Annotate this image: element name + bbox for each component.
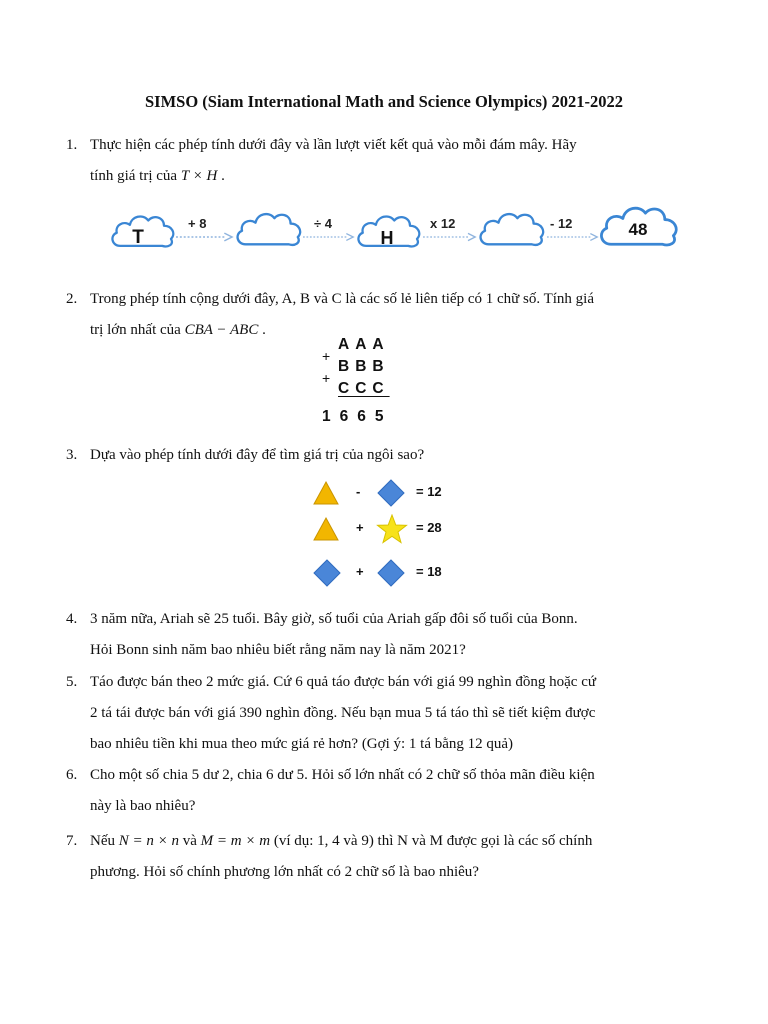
question-number: 3. <box>66 447 78 463</box>
question-text: 3 năm nữa, Ariah sẽ 25 tuổi. Bây giờ, số tuổi của Ariah gấp đôi số tuổi của Bonn. <box>90 611 578 627</box>
question-text: Dựa vào phép tính dưới đây để tìm giá trị của ngôi sao? <box>90 447 425 463</box>
question-text-line2: này là bao nhiêu? <box>90 798 196 814</box>
equation-row-1 <box>312 478 472 510</box>
cloud-label-5: 48 <box>628 220 648 239</box>
arrow-2 <box>303 234 353 241</box>
question-text-line2: trị lớn nhất của CBA − ABC . <box>90 322 266 338</box>
plus-sign: + <box>322 370 331 386</box>
math-expression: T × H <box>180 168 218 184</box>
diamond-icon <box>376 478 406 508</box>
addend-row-3: CCC <box>338 380 390 397</box>
equation-result: = 18 <box>416 564 442 579</box>
triangle-icon <box>312 480 340 506</box>
page-title: SIMSO (Siam International Math and Science Olympics) 2021-2022 <box>144 92 624 111</box>
question-number: 1. <box>66 137 78 153</box>
math-expression: CBA − ABC <box>184 322 259 338</box>
question-1 <box>66 130 692 192</box>
question-text-line2: Hỏi Bonn sinh năm bao nhiêu biết rằng năm nay là năm 2021? <box>90 642 466 658</box>
operation-1: + 8 <box>188 216 207 231</box>
equation-result: = 12 <box>416 484 442 499</box>
cloud-label-1: T <box>132 227 144 248</box>
cloud-sequence <box>108 198 688 258</box>
arrow-4 <box>547 234 597 241</box>
math-expression: N = n × n <box>118 833 179 849</box>
equation-row-2 <box>312 514 472 546</box>
question-text: Nếu N = n × n và M = m × m (ví dụ: 1, 4 và 9) thì N và M được gọi là các số chính <box>90 833 593 849</box>
question-text: Thực hiện các phép tính dưới đây và lần lượt viết kết quả vào mỗi đám mây. Hãy <box>90 137 577 153</box>
shape-equations <box>312 474 472 592</box>
addend-row-2: BBB <box>338 358 390 375</box>
plus-sign: + <box>322 348 331 364</box>
sum-row: 1665 <box>322 408 393 425</box>
question-number: 5. <box>66 674 78 690</box>
operation-3: x 12 <box>430 216 456 231</box>
question-text: Trong phép tính cộng dưới đây, A, B và C là các số lẻ liên tiếp có 1 chữ số. Tính giá <box>90 291 594 307</box>
question-text-line2: 2 tá tái được bán với giá 390 nghìn đồng. Nếu bạn mua 5 tá táo thì sẽ tiết kiệm được <box>90 705 596 721</box>
question-4 <box>66 604 692 666</box>
question-number: 2. <box>66 291 78 307</box>
question-7 <box>66 826 692 888</box>
question-text-line3: bao nhiêu tiền khi mua theo mức giá rẻ hơn? (Gợi ý: 1 tá bằng 12 quả) <box>90 736 514 752</box>
operator: - <box>356 484 361 499</box>
equation-result: = 28 <box>416 520 442 535</box>
addend-row-1: AAA <box>338 336 390 353</box>
diamond-icon <box>312 558 342 588</box>
operation-4: - 12 <box>550 216 573 231</box>
addition-problem <box>318 336 428 436</box>
triangle-icon <box>312 516 340 542</box>
cloud-diagram <box>108 198 688 258</box>
operator: + <box>356 520 364 535</box>
question-3 <box>66 440 692 471</box>
equation-row-3 <box>312 558 472 590</box>
arrow-3 <box>423 233 475 240</box>
question-text-line2: phương. Hỏi số chính phương lớn nhất có 2 chữ số là bao nhiêu? <box>90 864 479 880</box>
cloud-label-3: H <box>380 228 394 248</box>
question-6 <box>66 760 692 822</box>
arrow-1 <box>176 233 232 241</box>
question-text-line2: tính giá trị của T × H . <box>90 168 225 184</box>
question-text: Táo được bán theo 2 mức giá. Cứ 6 quả táo được bán với giá 99 nghìn đồng hoặc cứ <box>90 674 596 690</box>
question-5 <box>66 667 692 760</box>
question-number: 4. <box>66 611 78 627</box>
operator: + <box>356 564 364 579</box>
question-text: Cho một số chia 5 dư 2, chia 6 dư 5. Hỏi số lớn nhất có 2 chữ số thỏa mãn điều kiện <box>90 767 595 783</box>
cloud-2 <box>238 214 301 245</box>
question-number: 6. <box>66 767 78 783</box>
cloud-4 <box>481 214 544 245</box>
math-expression: M = m × m <box>200 833 271 849</box>
question-number: 7. <box>66 833 78 849</box>
operation-2: ÷ 4 <box>314 216 332 231</box>
diamond-icon <box>376 558 406 588</box>
star-icon <box>376 514 408 544</box>
